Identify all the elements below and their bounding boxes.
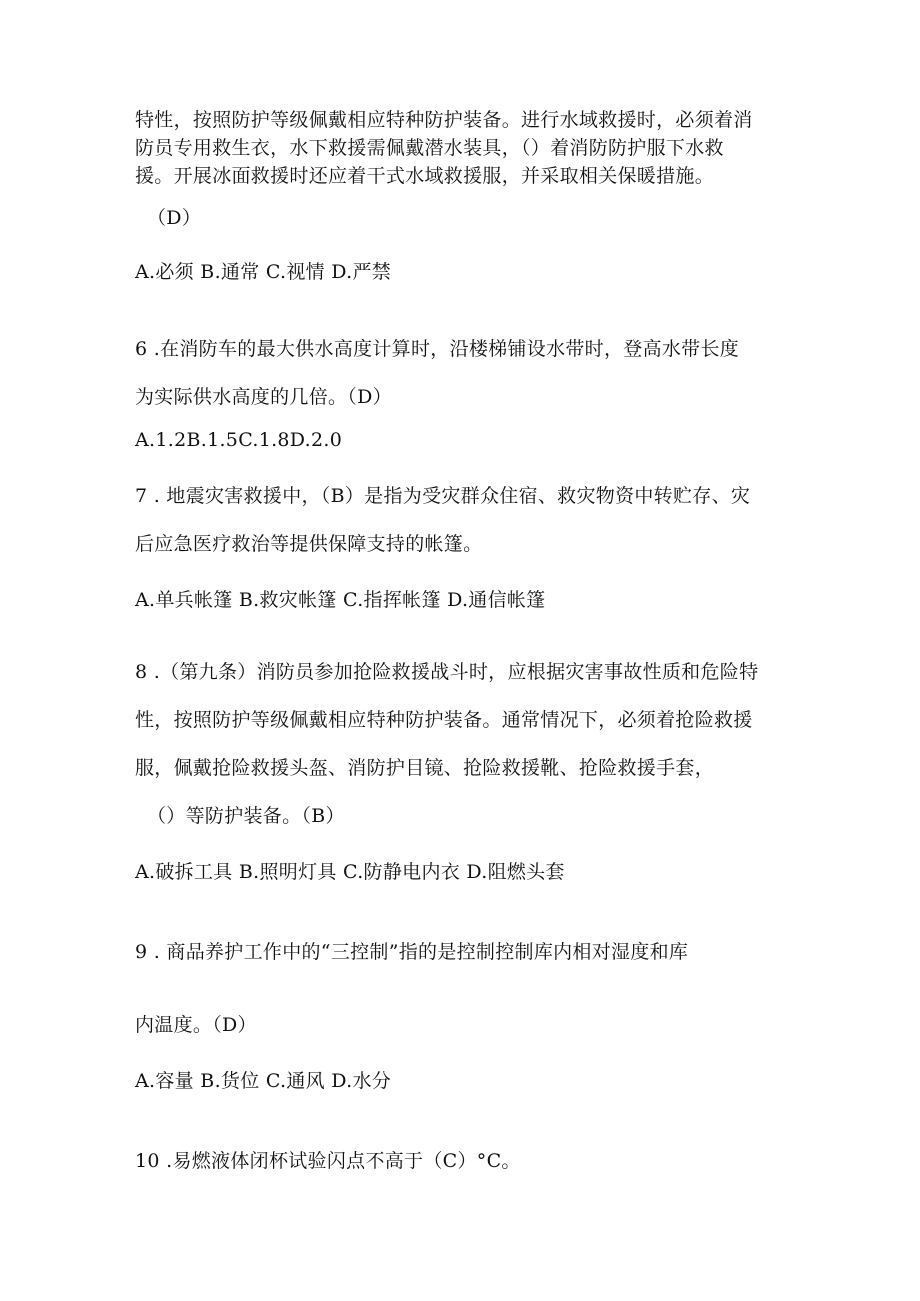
q7-text-line-1: 7 . 地震灾害救援中，（B）是指为受灾群众住宿、救灾物资中转贮存、灾: [135, 485, 751, 507]
q9-options: A.容量 B.货位 C.通风 D.水分: [135, 1070, 392, 1092]
q8-text-line-1: 8 .（第九条）消防员参加抢险救援战斗时，应根据灾害事故性质和危险特: [135, 661, 759, 683]
q9-text-line-1: 9 . 商品养护工作中的“三控制”指的是控制控制库内相对湿度和库: [135, 941, 689, 963]
q6-options: A.1.2B.1.5C.1.8D.2.0: [135, 429, 343, 451]
q9-text-line-2: 内温度。（D）: [135, 1014, 257, 1036]
q5-text-line-3: 援。开展冰面救援时还应着干式水域救援服，并采取相关保暖措施。: [135, 165, 715, 187]
q8-text-line-3: 服，佩戴抢险救援头盔、消防护目镜、抢险救援靴、抢险救援手套，: [135, 757, 715, 779]
q7-options: A.单兵帐篷 B.救灾帐篷 C.指挥帐篷 D.通信帐篷: [135, 589, 546, 611]
q8-options: A.破拆工具 B.照明灯具 C.防静电内衣 D.阻燃头套: [135, 861, 565, 883]
q5-answer: （D）: [147, 207, 202, 229]
q6-text-line-2: 为实际供水高度的几倍。（D）: [135, 386, 392, 408]
q5-text-line-1: 特性，按照防护等级佩戴相应特种防护装备。进行水域救援时，必须着消: [135, 109, 753, 131]
q5-options: A.必须 B.通常 C.视情 D.严禁: [135, 261, 392, 283]
q7-text-line-2: 后应急医疗救治等提供保障支持的帐篷。: [135, 533, 483, 555]
q10-text-line-1: 10 .易燃液体闭杯试验闪点不高于（C）°C。: [135, 1150, 521, 1172]
q5-text-line-2: 防员专用救生衣，水下救援需佩戴潜水装具，（）着消防防护服下水救: [135, 137, 724, 159]
q6-text-line-1: 6 .在消防车的最大供水高度计算时，沿楼梯铺设水带时，登高水带长度: [135, 338, 740, 360]
q8-tail: （）等防护装备。（B）: [147, 805, 345, 827]
q8-text-line-2: 性，按照防护等级佩戴相应特种防护装备。通常情况下，必须着抢险救援: [135, 709, 753, 731]
